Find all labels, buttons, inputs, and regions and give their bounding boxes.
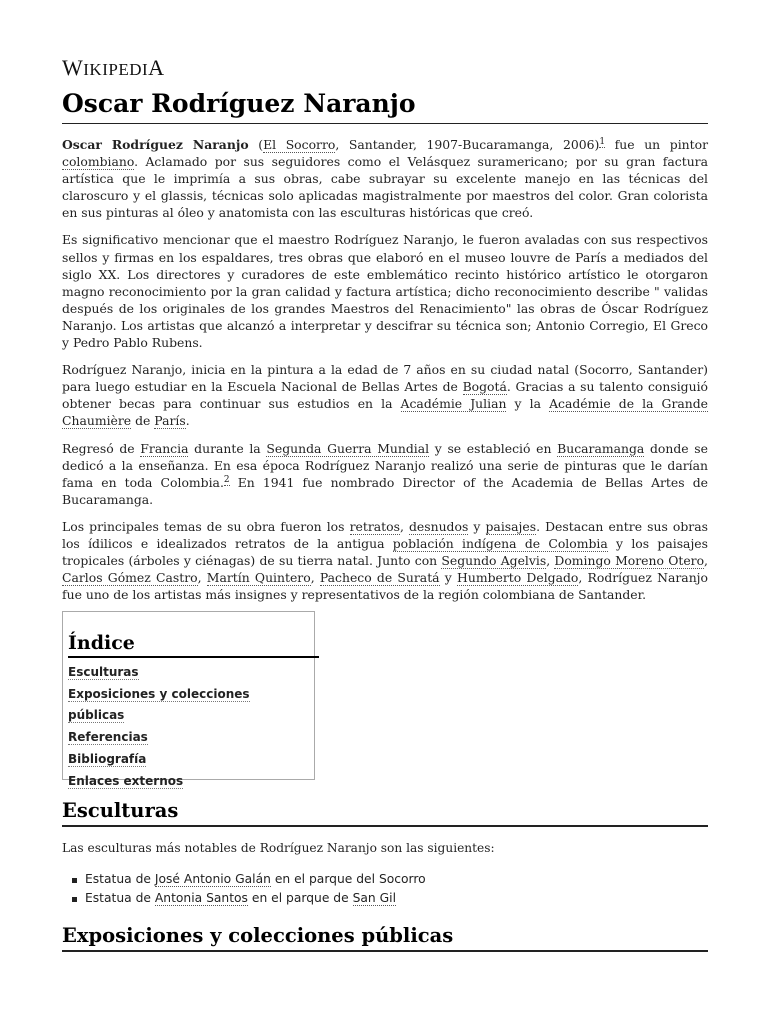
list-item [72,889,426,908]
link-bucaramanga[interactable]: Bucaramanga [557,440,645,456]
text-run: de [131,413,155,429]
link-jose-antonio-galan[interactable]: José Antonio Galán [154,872,271,886]
text-run: y [439,570,458,586]
wordmark-last-letter: A [148,55,165,80]
reference-link[interactable]: 2 [223,474,230,485]
toc-title: Índice [68,630,319,658]
text-run: y la [506,396,550,412]
toc-list [68,662,309,792]
toc-item-label[interactable]: Referencias [68,730,148,745]
link-colombiano[interactable]: colombiano [62,154,135,170]
section-heading-exposiciones: Exposiciones y colecciones públicas [62,922,708,952]
toc-item-label[interactable]: Bibliografía [68,751,147,766]
table-of-contents [62,611,315,788]
link-humberto-delgado[interactable]: Humberto Delgado [457,570,579,586]
text-run: Rodríguez Naranjo, inicia en la pintura a la edad de 7 años en su ciudad natal (Socorro, Santander) para luego estudiar en la Escuela Nacional de Bellas Artes de [62,362,708,395]
text-run: , [197,570,207,586]
paragraph-intro [62,136,708,221]
toc-item-bibliografia[interactable] [68,749,309,771]
article-body [62,136,708,613]
text-run: . Aclamado por sus seguidores como el Velásquez suramericano; por su gran factura artística que le imprimía a sus obras, cabe subrayar su excelente manejo en las técnicas del claroscuro y el glassis, técnicas solo aplicadas magistralmente por maestros del color. Gran colorista en sus pinturas al óleo y anatomista con las esculturas históricas que creó. [62,154,708,221]
link-desnudos[interactable]: desnudos [408,518,469,534]
text-run: ( [248,137,264,152]
text-run: Los principales temas de su obra fueron los [62,518,350,534]
link-san-gil[interactable]: San Gil [352,891,396,905]
text-run: , [310,570,320,586]
link-pacheco-de-surata[interactable]: Pacheco de Suratá [319,570,440,586]
toc-item-label[interactable]: Exposiciones y colecciones públicas [68,686,250,723]
toc-item-enlaces-externos[interactable] [68,771,309,793]
subject-name: Oscar Rodríguez Naranjo [62,137,249,152]
text-run: Regresó de [62,440,141,456]
section-heading-esculturas: Esculturas [62,797,708,827]
toc-item-esculturas[interactable] [68,662,309,684]
link-francia[interactable]: Francia [140,440,189,456]
reference-link[interactable]: 1 [599,136,606,147]
esculturas-list [72,870,426,908]
text-run: durante la [188,440,267,456]
text-run: , Santander, 1907-Bucaramanga, 2006) [335,137,600,152]
text-run: Estatua de [85,872,155,886]
link-domingo-moreno-otero[interactable]: Domingo Moreno Otero [554,553,705,569]
text-run: En 1941 fue nombrado Director of the Academia de Bellas Artes de Bucaramanga. [62,474,708,507]
text-run: fue un pintor [605,137,709,152]
text-run: , [704,553,708,569]
link-academie-julian[interactable]: Académie Julian [400,396,507,412]
paragraph-return [62,440,708,508]
paragraph-louvre: Es significativo mencionar que el maestro Rodríguez Naranjo, le fueron avaladas con sus respectivos sellos y firmas en los espaldares, tres obras que elaboró en el museo louvre de París a mediados del siglo XX. Los directores y curadores de este emblemático recinto histórico artístico le otorgaron magno reconocimiento por la gran calidad y factura artística; dicho reconocimiento describe " validas después de los originales de los grandes Maestros del Renacimiento" las obras de Óscar Rodríguez Naranjo. Los artistas que alcanzó a interpretar y descifrar su técnica son; Antonio Corregio, El Greco y Pedro Pablo Rubens. [62,232,708,351]
text-run: . Destacan entre sus obras los ídilicos e idealizados retratos de la antigua [62,518,708,551]
text-run: y [468,518,486,534]
text-run: y los paisajes tropicales (árboles y ciénagas) de su tierra natal. Junto con [62,535,708,569]
wikipedia-wordmark[interactable] [62,55,165,81]
list-item [72,870,426,889]
link-martin-quintero[interactable]: Martín Quintero [206,570,311,586]
text-run: en el parque de [247,891,353,905]
text-run: Estatua de [85,891,155,905]
link-el-socorro[interactable]: El Socorro [263,137,336,152]
link-paris[interactable]: París [154,413,186,429]
link-academie-grande-chaumiere[interactable]: Académie de la Grande Chaumière [62,396,709,429]
text-run: . Gracias a su talento consiguió obtener becas para continuar sus estudios en la [62,379,708,412]
text-run: , Rodríguez Naranjo fue uno de los artistas más insignes y representativos de la región colombiana de Santander. [62,570,708,603]
text-run: donde se dedicó a la enseñanza. En esa época Rodríguez Naranjo realizó una serie de pinturas que le darían fama en toda Colombia. [62,440,708,490]
toc-item-exposiciones[interactable] [68,684,309,727]
wordmark-first-letter: W [62,55,84,80]
paragraph-themes [62,518,708,603]
text-run: en el parque del Socorro [270,872,426,886]
toc-item-label[interactable]: Esculturas [68,665,139,679]
link-carlos-gomez-castro[interactable]: Carlos Gómez Castro [62,570,198,586]
text-run: . [185,413,190,429]
link-retratos[interactable]: retratos [349,518,400,534]
page-title: Oscar Rodríguez Naranjo [62,86,708,124]
wordmark-small-caps: IKIPEDI [83,60,149,79]
toc-item-label[interactable]: Enlaces externos [68,773,184,788]
esculturas-intro: Las esculturas más notables de Rodríguez Naranjo son las siguientes: [62,841,495,855]
link-segundo-agelvis[interactable]: Segundo Agelvis [441,553,547,569]
link-paisajes[interactable]: paisajes [485,518,537,534]
link-antonia-santos[interactable]: Antonia Santos [154,891,248,905]
link-poblacion-indigena[interactable]: población indígena de Colombia [392,535,608,551]
toc-item-referencias[interactable] [68,727,309,749]
text-run: , [546,553,555,569]
text-run: , [399,518,409,534]
link-segunda-guerra-mundial[interactable]: Segunda Guerra Mundial [266,440,430,456]
link-bogota[interactable]: Bogotá [462,379,507,395]
text-run: y se estableció en [429,440,558,456]
paragraph-education [62,361,708,429]
